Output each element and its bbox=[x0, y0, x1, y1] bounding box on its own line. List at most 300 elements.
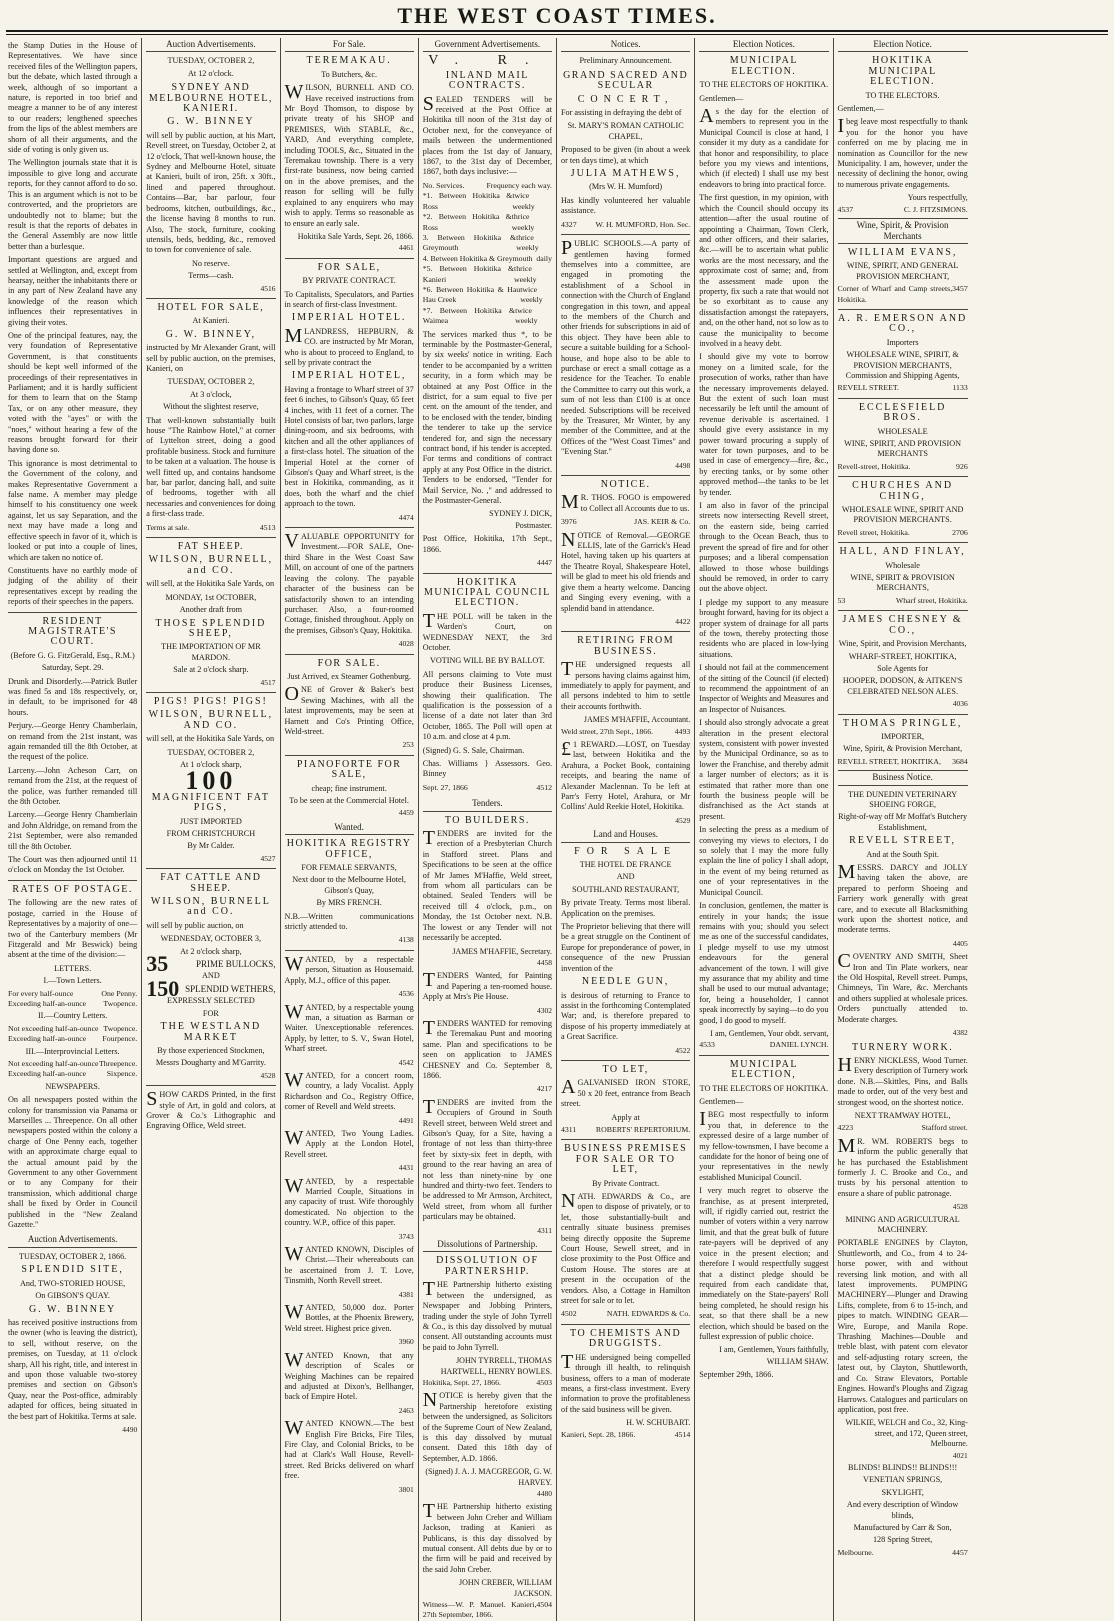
ad-text: MLANDRESS, HEPBURN, & CO. are instructed by Mr Moran, who is about to proceed to England, to sell by private contract the bbox=[284, 324, 414, 367]
rate-value: daily bbox=[536, 253, 552, 263]
ad-time: At 3 o'clock, bbox=[190, 389, 232, 399]
ad-number: 4522 bbox=[675, 1045, 691, 1055]
ad-footer bbox=[838, 205, 968, 215]
ad-text: WINE, SPIRIT, AND PROVISION MERCHANTS bbox=[844, 439, 962, 459]
ad-text: THE POLL will be taken in the Warden's Court, on WEDNESDAY NEXT, the 3rd October. bbox=[422, 609, 552, 652]
ad-subheading: By Private Contract. bbox=[592, 1178, 660, 1188]
ad-footer bbox=[838, 462, 968, 472]
ad-heading: INLAND MAIL CONTRACTS. bbox=[445, 69, 529, 92]
ad-subheading: BY PRIVATE CONTRACT. bbox=[302, 276, 396, 286]
ad-heading: HOKITIKA REGISTRY OFFICE, bbox=[286, 838, 412, 860]
rate-row bbox=[423, 191, 552, 212]
ad-number: 4493 bbox=[674, 726, 691, 736]
ad-count-label: SPLENDID WETHERS, bbox=[185, 983, 276, 994]
rate-label: Not exceeding half-an-ounce bbox=[8, 1023, 99, 1033]
ad-text: Right-of-way off Mr Moffat's Butchery Establishment, bbox=[838, 812, 968, 832]
ad-heading-2: THE HOTEL DE FRANCE bbox=[579, 860, 672, 870]
ad-number: 3457 bbox=[952, 284, 968, 294]
ad-heading: MUNICIPAL ELECTION, bbox=[729, 1058, 798, 1081]
divider bbox=[561, 631, 690, 632]
ad-signature: WILKIE, WELCH and Co., 32, King-street, and 172, Queen street, Melbourne. bbox=[845, 1418, 968, 1449]
column-6 bbox=[695, 38, 833, 1621]
ad-text: Wharf street, Hokitika. bbox=[895, 595, 968, 605]
ad-number: 4504 bbox=[536, 1600, 552, 1610]
wanted-ad: WANTED, by a respectable person, Situation as Housemaid. Apply, M.J., office of this paper. bbox=[284, 952, 414, 985]
ad-heading: FOR SALE, bbox=[317, 261, 381, 273]
ad-heading-2: THOSE SPLENDID SHEEP, bbox=[155, 617, 267, 639]
ad-heading: TO CHEMISTS AND DRUGGISTS. bbox=[570, 1327, 682, 1350]
ad-subheading: cheap; fine instrument. bbox=[311, 783, 387, 793]
ad-heading: TO LET, bbox=[602, 1063, 649, 1075]
ad-text: WILSON, BURNELL AND CO. Have received instructions from Mr Boyd Thomson, to dispose by private treaty of his SHOP and PREMISES, With STABLE, &c., YARD, And everything complete, including TOOLS, &c., Situated in the Teremakau township. There is a very first-rate business, now being carried on in the above premises, and the reason for selling will be fully explained to any enquirers who may wish to apply. Terms so reasonable as to ensure an early sale. bbox=[284, 81, 414, 228]
divider bbox=[838, 610, 968, 611]
paragraph: Constituents have no earthly mode of judging of the ability of their representatives except by reading the reports of their speeches in the papers. bbox=[8, 565, 138, 607]
ad-signature: By MRS FRENCH. bbox=[316, 898, 382, 908]
divider bbox=[146, 298, 275, 299]
ad-big-number: 100 bbox=[185, 766, 237, 796]
postage-heading: RATES OF POSTAGE. bbox=[12, 883, 133, 895]
ad-text: 128 Spring Street, bbox=[872, 1535, 933, 1545]
ad-number: 4536 bbox=[398, 989, 414, 999]
rate-row bbox=[8, 999, 137, 1009]
tender-ad: TENDERS are invited for the erection of a Presbyterian Church in Stafford street. Plans and Specifications to be seen at the office of Mr James M'Haffie, Weld street, from whom all particulars can be obtained. Sealed Tenders will be received till 4 o'clock, p.m., on Monday, the 1st October next. N.B. The lowest or any Tender will not necessarily be accepted. bbox=[422, 827, 552, 943]
columns bbox=[4, 38, 1110, 1620]
section-notices: Notices. bbox=[561, 38, 690, 52]
ad-footer bbox=[561, 1125, 690, 1135]
ad-signature: H. W. SCHUBART. bbox=[626, 1418, 691, 1428]
postage-intro: The following are the new rates of postage, carried in the House of Representatives by a majority of one—two of the Canterbury members (Mr Fitzgerald and Mr Beswick) being absent at the time of the division:— bbox=[8, 898, 138, 960]
ad-terms: Terms—cash. bbox=[188, 271, 234, 281]
ad-signature: Post Office, Hokitika, 17th Sept., 1866. bbox=[422, 534, 552, 554]
paragraph: The Court was then adjourned until 11 o'clock on Monday the 1st October. bbox=[8, 855, 138, 875]
ad-heading: FOR SALE bbox=[574, 845, 678, 857]
dissolution-ad: THE Partnership hitherto existing between the undersigned, as Newspaper and Jobbing Printers, trading under the style of John Tyrrell & Co., is this day dissolved by mutual consent. All outstanding accounts must be paid to John Tyrrell. bbox=[422, 1278, 552, 1352]
ad-heading: NOTICE. bbox=[600, 479, 651, 491]
paragraph: the Stamp Duties in the House of Representatives. We have since received files of the Wellington papers, but the debate, which lasted through a week, although of so important a nature, is reported in too brief and meagre a manner to be of any interest to our readers; lengthened speeches from the lips of the ablest members are shorn of all their arguments, and the side of voting is only given us. bbox=[8, 41, 138, 155]
ad-text: WHOLESALE WINE, SPIRIT, & PROVISION MERCHANTS, Commission and Shipping Agents, bbox=[845, 350, 960, 380]
ad-time: At 1 o'clock sharp, bbox=[180, 759, 242, 769]
section-election: Election Notice. bbox=[838, 38, 968, 52]
ad-text: WHARF-STREET, HOKITIKA, bbox=[848, 651, 957, 661]
notice-ad: THE undersigned requests all persons having claims against him, immediately to apply for payment, and all persons indebted to him to settle their accounts forthwith. bbox=[561, 658, 691, 711]
ad-heading-2: NEXT TRAMWAY HOTEL, bbox=[854, 1110, 951, 1120]
ad-number: 4021 bbox=[952, 1450, 968, 1460]
ad-terms: Terms at sale. bbox=[146, 522, 190, 532]
ad-text: Wine, Spirit, & Provision Merchant, bbox=[843, 744, 963, 754]
royal-crest: V. R. bbox=[428, 53, 547, 69]
ad-signature: Chas. Williams } Assessors. Geo. Binney bbox=[422, 759, 552, 779]
ad-signature: JAMES M'HAFFIE, Accountant. bbox=[583, 715, 691, 725]
ad-number: 4459 bbox=[398, 808, 414, 818]
rate-value: Twopence. bbox=[103, 998, 138, 1008]
ad-text: Ibeg leave most respectfully to thank you for the honor you have conferred on me by placing me in nomination as Councillor for the new Municipality. I am, however, under the necessity of declining the honor, owing to numerous private engagements. bbox=[837, 115, 968, 189]
masthead-rule bbox=[6, 34, 1108, 35]
ad-subheading: Apply at bbox=[611, 1112, 640, 1122]
ad-subheading: JUST IMPORTED bbox=[179, 816, 242, 826]
ad-signature: JAS. KEIR & Co. bbox=[634, 517, 691, 527]
ad-subheading-3: Messrs Dougharty and M'Garrity. bbox=[155, 1058, 266, 1068]
wanted-ad: WANTED, Two Young Ladies. Apply at the London Hotel, Revell street. bbox=[284, 1126, 414, 1159]
ad-number: 4480 bbox=[537, 1489, 552, 1498]
divider bbox=[699, 1055, 828, 1056]
ad-number: 4217 bbox=[537, 1084, 552, 1094]
wanted-ad: WANTED KNOWN.—The best English Fire Bricks, Fire Tiles, Fire Clay, and Colonial Bricks, to be had at Clark's Wall House, Revell-street. Red Bricks delivered on wharf free. bbox=[284, 1417, 414, 1481]
ad-number: 4474 bbox=[398, 512, 414, 522]
section-auction: Auction Advertisements. bbox=[146, 38, 275, 52]
newspapers-heading: NEWSPAPERS. bbox=[45, 1081, 100, 1091]
interprovincial-rates bbox=[8, 1059, 137, 1080]
interprovincial-heading: III.—Interprovincial Letters. bbox=[25, 1046, 120, 1056]
ad-date: Kanieri, Sept. 28, 1866. bbox=[561, 1429, 636, 1439]
dissolution-ad: NOTICE is hereby given that the Partnership heretofore existing between the undersigned, as Solicitors of the Supreme Court of New Zealand, is this day dissolved by mutual consent. Dated this 18th day of September, A.D. 1866. bbox=[422, 1389, 552, 1463]
tender-ad: TENDERS Wanted, for Painting and Papering a ten-roomed house. Apply at Mrs's Pie House. bbox=[422, 969, 552, 1002]
ad-text: Having a frontage to Wharf street of 37 feet 6 inches, to Gibson's Quay, 65 feet 4 inches, with 11 feet of a corner. The Hotel consists of bar, two parlors, large dining-room, and six bedrooms, with kitchen and all the other appliances of a first-class hotel. The situation of the Imperial Hotel at the corner of Gibson's Quay and Wharf street, is the best in Hokitika, commanding, as it does, both the wharf and the chief approach to the town. bbox=[284, 384, 414, 509]
greeting: Gentlemen— bbox=[699, 1097, 744, 1106]
divider bbox=[838, 542, 968, 543]
ad-heading: HALL, AND FINLAY, bbox=[839, 546, 966, 558]
tender-ad: TENDERS WANTED for removing the Teremakau Punt and mooring same. Plan and specifications to be seen on application to JAMES CHESNEY and Co. September 8, 1866. bbox=[422, 1016, 552, 1080]
country-rates bbox=[8, 1024, 137, 1045]
ad-date: Witness—W. P. Manuel. Kanieri, 27th September, 1866. bbox=[422, 1600, 537, 1620]
ad-signature: JOHN CREBER, WILLIAM JACKSON. bbox=[459, 1578, 552, 1598]
ad-date: TUESDAY, OCTOBER 2, bbox=[167, 56, 255, 66]
ad-number: 4036 bbox=[952, 699, 968, 709]
ad-signature: WILLIAM SHAW. bbox=[766, 1356, 829, 1366]
ad-footer bbox=[838, 383, 968, 393]
ad-text: The Proprietor believing that there will be a great struggle on the Continent of Europe for preponderance of power, in consequence of the new Prussian invention of the bbox=[561, 922, 691, 973]
ad-number: 3684 bbox=[952, 756, 968, 766]
ad-number: 3960 bbox=[398, 1337, 414, 1347]
ad-date: TUESDAY, OCTOBER 2, bbox=[167, 377, 255, 387]
ad-text: HOOPER, DODSON, & AITKEN'S CELEBRATED NELSON ALES. bbox=[842, 676, 963, 696]
ad-number: 4223 bbox=[837, 1123, 854, 1133]
ad-number: 3976 bbox=[561, 517, 577, 527]
ad-text: will sell, at the Hokitika Sale Yards, on bbox=[146, 734, 275, 744]
ad-heading: HOTEL FOR SALE, bbox=[157, 301, 265, 313]
ad-signature: DANIEL LYNCH. bbox=[769, 1040, 829, 1050]
ad-signature: JOHN TYRRELL, THOMAS HARTWELL, HENRY BOWLES. bbox=[440, 1356, 552, 1376]
ad-footer bbox=[838, 596, 968, 606]
rate-value: thrice weekly bbox=[516, 232, 539, 253]
paragraph: Larceny.—John Acheson Carr, on remand from the 21st, at the request of the police, was further remanded till the 8th October. bbox=[8, 765, 138, 807]
ad-number: 4327 bbox=[561, 219, 577, 229]
ad-count-label: PRIME BULLOCKS, bbox=[195, 959, 276, 970]
court-reports bbox=[8, 677, 137, 876]
paragraph: In conclusion, gentlemen, the matter is entirely in your hands; the issue remains with you; should you select me as one of the successful candidates, I pledge myself to use my utmost endeavours for the general advancement of the town. I will give my assurance that my ability and time shall be used to our mutual advantage; for, being a householder, I cannot speak incorrectly by saying—to do you good, I do good to myself. bbox=[699, 901, 829, 1025]
ad-date: Hokitika, Sept. 27, 1866. bbox=[422, 1377, 501, 1387]
ad-reserve: Without the slightest reserve, bbox=[163, 402, 259, 412]
paragraph: I should not fail at the commencement of the sitting of the Council (if elected) to recommend the appointment of an Inspector of Weights and Measures and an Inspector of Nuisances. bbox=[699, 663, 829, 714]
mail-routes bbox=[423, 191, 552, 326]
court-subheading: (Before G. G. FitzGerald, Esq., R.M.) bbox=[10, 650, 135, 660]
auctioneer-name: WILSON, BURNELL, and CO. bbox=[148, 554, 274, 576]
ad-heading-2: REVELL STREET, bbox=[849, 835, 957, 847]
ad-text: Manufactured by Carr & Son, bbox=[853, 1522, 952, 1532]
ad-text: SEALED TENDERS will be received at the Post Office at Hokitika till noon of the 31st day of October next, for the conveyance of mails between the undermentioned places from the 1st day of January, 1867, to the 31st day of December, 1867, both days inclusive:— bbox=[422, 92, 552, 177]
ad-text: will sell by public auction, at his Mart, Revell street, on Tuesday, October 2, at 12 o'clock, That well-known house, the Sydney and Melbourne Hotel, situate at Kanieri, built of iron, 25ft. x 30ft., lined and papered throughout. Contains—Bar, bar parlour, four bedrooms, kitchen, outbuildings, &c., the license having 8 months to run. Also, The stock, furniture, cooking utensils, beds, bedding, &c., removed to town for convenience of sale. bbox=[146, 130, 276, 255]
ad-heading-3: SKYLIGHT, bbox=[881, 1487, 924, 1497]
ad-heading: FAT SHEEP. bbox=[177, 541, 245, 553]
section-land-houses: Land and Houses. bbox=[561, 828, 690, 842]
ad-text: Wine, Spirit, and Provision Merchants, bbox=[838, 639, 967, 649]
ad-footer bbox=[423, 1378, 552, 1388]
notice-ad: MR. THOS. FOGO is empowered to Collect all Accounts due to us. bbox=[561, 491, 691, 514]
ad-text: WINE, SPIRIT & PROVISION MERCHANTS, bbox=[850, 573, 955, 593]
town-rates bbox=[8, 989, 137, 1010]
ad-heading: MUNICIPAL ELECTION. bbox=[729, 55, 798, 77]
ad-number: 4457 bbox=[952, 1547, 968, 1557]
rate-label: *1. Between Hokitika & Ross bbox=[422, 191, 513, 211]
newspaper-title: THE WEST COAST TIMES. bbox=[397, 3, 717, 28]
ad-subheading-2: By those experienced Stockmen, bbox=[157, 1045, 265, 1055]
ad-text: By private Treaty. Terms most liberal. Application on the premises. bbox=[561, 898, 691, 918]
divider bbox=[285, 527, 414, 528]
divider bbox=[561, 1324, 690, 1325]
wanted-ad: WANTED, for a concert room, country, a lady Vocalist. Apply Richardson and Co., Registry Office, corner of Revell and Weld streets. bbox=[284, 1068, 414, 1112]
ad-footer bbox=[561, 727, 690, 737]
ad-heading: TURNERY WORK. bbox=[852, 1041, 954, 1053]
ad-text: VALUABLE OPPORTUNITY for Investment.—FOR SALE, One-third Share in the West Coast Saw Mill, on account of one of the partners leaving the colony. The payable character of the business can be satisfactorily shown to an intending purchaser. Also, a four-roomed Cottage, finished throughout. Apply on the premises, Gibson's Quay, Hokitika. bbox=[284, 530, 414, 635]
ad-number: 4311 bbox=[537, 1225, 552, 1235]
court-date: Saturday, Sept. 29. bbox=[41, 663, 104, 673]
ad-number: 4498 bbox=[675, 460, 691, 470]
ad-heading: FAT CATTLE AND SHEEP. bbox=[160, 872, 262, 894]
ad-number: 4405 bbox=[952, 938, 968, 948]
ad-number: 4529 bbox=[675, 815, 691, 825]
election-address bbox=[699, 107, 828, 1026]
ad-heading: PIANOFORTE FOR SALE, bbox=[296, 758, 402, 781]
ad-subheading: EXPRESSLY SELECTED bbox=[166, 996, 255, 1006]
town-letters-heading: I.—Town Letters. bbox=[43, 976, 102, 986]
ad-number: 253 bbox=[402, 740, 414, 750]
ad-text: Proposed to be given (in about a week or ten days time), at which bbox=[561, 145, 691, 165]
rate-label: *2. Between Hokitika & Ross bbox=[422, 212, 512, 232]
ad-text: MR. WM. ROBERTS begs to inform the public generally that he has purchased the Establishment formerly J. C. Brooke and Co., and trusts by his personal attention to ensure a share of public patronage. bbox=[837, 1134, 968, 1198]
ad-number: 4533 bbox=[699, 1040, 715, 1050]
tender-ad: TENDERS are invited from the Occupiers of Ground in South Revell street, between Weld street and Gibson's Quay, for a Site, having a frontage of not less than thirty-three feet by sixty-six feet in depth, with ground to the rear having an area of not less than ninety-nine by one hundred and thirty-two feet. Tenders to be addressed to Mr Armson, Architect, Weld street, from whom all further particulars may be obtained. bbox=[422, 1095, 552, 1222]
ad-subheading: And at the South Spit. bbox=[866, 849, 939, 859]
ad-number: 4138 bbox=[398, 935, 414, 945]
rate-value: twice weekly bbox=[515, 305, 538, 326]
auction-heading-3: On GIBSON'S QUAY. bbox=[35, 1291, 110, 1301]
ad-subheading: TO THE ELECTORS OF HOKITIKA. bbox=[699, 1083, 829, 1093]
paragraph: I should give my vote to borrow money on a limited scale, for the prosecution of works, rather than have the necessary improvements delayed. But the extent of such loan must necessarily be left until the amount of revenue derivable is ascertained. I should give every assistance in my power toward procuring a supply of water for town purposes, and to be used in case of emergency—fire, &c., by erecting tanks, or by some other approved method—the tanks to be let by tender. bbox=[699, 352, 829, 497]
ad-signature: ROBERTS' REPERTORIUM. bbox=[595, 1124, 691, 1134]
ad-signature: C. J. FITZSIMONS. bbox=[903, 204, 968, 214]
divider bbox=[146, 1085, 275, 1086]
ad-heading-2: CONCERT, bbox=[577, 93, 674, 105]
ad-text: The services marked thus *, to be terminable by the Postmaster-General, by six weeks' notice in writing. Each tender to be accompanied by a written security, in a form which may be obtained at any Post Office in the district, for a sum equal to five per cent. on the amount of the tender, and to be enclosed with the tender, binding the tenderer to take up the service tendered for, and sign the necessary contract bond, if his tender is accepted. For terms and conditions of contract apply at any Post Office in the district. Tenders to be endorsed, "Tender for Mail Service, No. ," and addressed to the Postmaster-General. bbox=[422, 329, 552, 506]
paragraph: I very much regret to observe the franchise, as at present interpreted, will, if rigidly carried out, restrict the number of voters within a very narrow limit, and that the great bulk of future rate-payers will be deprived of any voice in the present election; and therefore I would respectfully suggest that a distinct pledge should be required from each candidate that, immediately on the State-payers' Roll being completed, he should resign his seat, so that there shall be a new election, which should be based on the fullest expression of public choice. bbox=[699, 1186, 829, 1341]
ad-footer bbox=[699, 1040, 828, 1050]
divider bbox=[8, 880, 137, 881]
ad-text: To be seen at the Commercial Hotel. bbox=[289, 796, 409, 805]
section-dissolutions: Dissolutions of Partnership. bbox=[423, 1238, 552, 1252]
ad-number: 4537 bbox=[837, 204, 854, 214]
ad-text: HENRY NICKLESS, Wood Turner. Every description of Turnery work done. N.B.—Skittles, Pins, and Balls made to order, out of the very best and strongest wood, on the shortest notice. bbox=[837, 1053, 968, 1107]
ad-subheading: WINE, SPIRIT, AND GENERAL PROVISION MERCHANT, bbox=[846, 261, 959, 281]
divider bbox=[146, 537, 275, 538]
ad-text: PORTABLE ENGINES by Clayton, Shuttleworth, and Co., from 4 to 24-horse power, with and without reversing link motion, and with all latest improvements. PUMPING MACHINERY—Plunger and Drawing Lifts, complete, from 6 to 15-inch, and pipes to match. WINDING GEAR—Wire, Europe, and Manila Rope. Thrashing Machines—Double and treble blast, with patent corn elevator and self-adjusting rotary screen, the latest out, by Clayton, Shuttleworth, and Co. Straw Elevators, Portable Engines. Howard's Ploughs and Zigzag Harrows. Catalogues and particulars on application, post free. bbox=[837, 1238, 968, 1414]
ad-text: AGALVANISED IRON STORE, 50 x 20 feet, entrance from Beach street. bbox=[561, 1076, 691, 1109]
ad-number: 4517 bbox=[260, 677, 276, 687]
court-heading: RESIDENT MAGISTRATE'S COURT. bbox=[28, 615, 117, 648]
ad-text: THE undersigned being compelled through ill health, to relinquish business, offers to a man of moderate means, a first-class investment. Every information to prove the profitableness of the said business will be given. bbox=[561, 1350, 691, 1414]
ad-text: MESSRS. DARCY and JOLLY having taken the above, are prepared to perform Shoeing and Farriery work generally with great care, and to execute all Blacksmithing work upon the shortest notice, and moderate terms. bbox=[837, 861, 968, 935]
ad-number: 4512 bbox=[536, 782, 552, 792]
section-government: Government Advertisements. bbox=[423, 38, 552, 52]
paragraph: Important questions are argued and settled at Wellington, and, except from hearsay, neither the inhabitants there or in any part of New Zealand have any knowledge of the reason which influences their representatives in giving their votes. bbox=[8, 255, 138, 327]
rate-label: Exceeding half-an-ounce bbox=[8, 998, 87, 1008]
ad-footer bbox=[838, 528, 968, 538]
ad-number: 2463 bbox=[398, 1405, 414, 1415]
ad-heading: SYDNEY AND MELBOURNE HOTEL, KANIERI. bbox=[148, 82, 273, 115]
ad-number: 4503 bbox=[536, 1377, 552, 1387]
country-letters-heading: II.—Country Letters. bbox=[37, 1011, 108, 1021]
ad-heading: THOMAS PRINGLE, bbox=[842, 717, 963, 729]
paragraph: I pledge my support to any measure brought forward, having for its object a proper system of drainage for all parts of the town, thereby protecting those residents who are placed in low-lying situations. bbox=[699, 597, 829, 659]
ad-text: REVELL STREET. bbox=[837, 383, 899, 393]
divider bbox=[838, 398, 968, 399]
wanted-ad: WANTED, by a respectable Married Couple, Situations in any capacity of trust. Wife thoroughly domesticated. No objection to the country. W.P., office of this paper. bbox=[284, 1174, 414, 1228]
rate-row bbox=[423, 264, 552, 285]
auction-heading: SPLENDID SITE, bbox=[21, 1264, 124, 1276]
ad-heading: PIGS! PIGS! PIGS! bbox=[153, 695, 268, 707]
rate-label: *6. Between Hokitika & Hau Hau Creek bbox=[422, 284, 521, 305]
divider bbox=[285, 755, 414, 756]
ad-date: WEDNESDAY, OCTOBER 3, bbox=[160, 934, 262, 944]
ad-heading-3: St. MARY'S ROMAN CATHOLIC CHAPEL, bbox=[567, 121, 684, 141]
paragraph: I am also in favor of the principal streets now intersecting Revell street, on the eastern side, being carried through to the Ocean Beach, thus to prevent the spread of fire and for other purposes; and a liberal compensation allowed to those whose buildings should be removed, in order to carry out the above object. bbox=[699, 501, 829, 594]
ad-heading-2: IMPERIAL HOTEL. bbox=[291, 312, 407, 324]
rate-value: Fourpence. bbox=[102, 1034, 138, 1044]
paragraph: Perjury.—George Henry Chamberlain, on remand from the 21st instant, was again remanded till the 8th October, at the request of the police. bbox=[8, 721, 138, 762]
ad-text: Next door to the Melbourne Hotel, Gibson's Quay, bbox=[292, 875, 406, 895]
ad-number: 4528 bbox=[952, 1202, 968, 1212]
ad-subheading: Just Arrived, ex Steamer Gothenburg. bbox=[287, 671, 411, 681]
rate-label: 4. Between Hokitika & Greymouth bbox=[422, 253, 533, 263]
rate-row bbox=[8, 1024, 137, 1034]
ad-subheading: WHOLESALE bbox=[877, 426, 928, 436]
auctioneer-name: WILSON, BURNELL and CO. bbox=[150, 896, 271, 918]
greeting: Gentlemen,— bbox=[837, 104, 884, 114]
wanted-ad: WANTED Known, that any description of Scales or Weighing Machines can be repaired and adjusted at Dixon's, Bellhanger, back of Empire Hotel. bbox=[284, 1348, 414, 1402]
auction-heading-2: And, TWO-STORIED HOUSE, bbox=[20, 1278, 126, 1288]
ad-footer bbox=[423, 783, 552, 793]
rate-value: twice weekly bbox=[512, 191, 535, 211]
ad-heading-2: MAGNIFICENT FAT PIGS, bbox=[151, 791, 270, 814]
ad-text: instructed by Mr Alexander Grant, will sell by public auction, on the premises, Kanieri, on bbox=[146, 343, 276, 373]
ad-heading: CHURCHES AND CHING, bbox=[852, 480, 954, 502]
divider bbox=[8, 612, 137, 613]
ad-text: will sell by public auction, on bbox=[146, 920, 244, 930]
divider bbox=[561, 1060, 690, 1061]
ad-signature: (Signed) J. A. J. MACGREGOR, G. W. HARVEY. bbox=[425, 1467, 552, 1487]
ad-signature: W. H. MUMFORD, Hon. Sec. bbox=[595, 219, 691, 229]
ad-subheading-3: By Mr Calder. bbox=[187, 841, 235, 851]
ad-text: And every description of Window blinds, bbox=[846, 1500, 959, 1520]
ad-text: Revell street, Hokitika. bbox=[837, 527, 910, 537]
divider bbox=[561, 475, 690, 476]
auctioneer-name: G. W. BINNEY bbox=[167, 116, 255, 128]
divider bbox=[561, 234, 690, 235]
ad-signature: Hokitika Sale Yards, Sept. 26, 1866. bbox=[297, 231, 414, 241]
notice-ad: PUBLIC SCHOOLS.—A party of gentlemen having formed themselves into a committee, are engaged in promoting the establishment of a School in connection with the Church of England congregation in this town, and appeal to the members of the Church and other friends for subscriptions in aid of this object. They have been able to secure a suitable building for a School-house, and hope also to be able to purchase or erect a small cottage as a residence for the Teacher. To enable the Committee to carry out this work, a sum of not less than £100 is at once needed. Subscriptions will be received by the Treasurer, Mr Winter, by any member of the Committee, and at the Offices of the "West Coast Times" and "Evening Star." bbox=[561, 237, 691, 457]
column-3 bbox=[281, 38, 419, 1621]
section-auction: Auction Advertisements. bbox=[8, 1233, 137, 1247]
divider bbox=[838, 714, 968, 715]
divider bbox=[285, 950, 414, 951]
paragraph: I should also strongly advocate a great alteration in the present electoral system, consistent with power invested by the Municipal Ordinance, so as to lower the Franchise, and thereby admit a larger number of electors; as it is estimated that rather more than one fourth the business people will be disfranchised as the Act stands at present. bbox=[699, 718, 829, 821]
wanted-ad: WANTED KNOWN, Disciples of Christ.—Their whereabouts can be ascertained from J. T. Love, Tinsmith, North Revell street. bbox=[284, 1243, 414, 1286]
ad-footer bbox=[423, 1600, 552, 1621]
ad-and: AND bbox=[202, 971, 220, 981]
ad-subheading: Sole Agents for bbox=[877, 663, 929, 673]
ad-text: Corner of Wharf and Camp streets, Hokitika. bbox=[837, 284, 953, 304]
rate-row bbox=[8, 1059, 137, 1069]
ad-heading-2: VENETIAN SPRINGS, bbox=[863, 1475, 943, 1485]
section-tenders: Tenders. bbox=[423, 797, 552, 811]
rate-value: Sixpence. bbox=[106, 1069, 138, 1079]
ad-subheading: Preliminary Announcement. bbox=[579, 56, 672, 66]
closing: I am, Gentlemen, Yours faithfully, bbox=[719, 1345, 829, 1355]
ad-heading: GRAND SACRED AND SECULAR bbox=[563, 69, 689, 92]
ad-subheading: Wholesale bbox=[885, 560, 920, 570]
divider bbox=[838, 476, 968, 477]
ad-number: 4542 bbox=[398, 1057, 414, 1067]
ad-footer bbox=[838, 284, 968, 305]
ad-subheading: To Butchers, &c. bbox=[321, 69, 378, 79]
ad-subheading: Another draft from bbox=[179, 605, 243, 615]
ad-number: 4527 bbox=[260, 853, 276, 863]
rate-value: thrice weekly bbox=[511, 212, 535, 232]
ad-heading: DISSOLUTION OF PARTNERSHIP. bbox=[436, 1255, 539, 1277]
divider bbox=[423, 573, 552, 574]
ad-subheading: FOR FEMALE SERVANTS, bbox=[301, 863, 397, 873]
ad-big-number: 150 bbox=[146, 975, 180, 1001]
rate-label: *5. Between Hokitika & Kanieri bbox=[422, 264, 515, 284]
ad-number: 4431 bbox=[398, 1163, 414, 1173]
divider bbox=[285, 258, 414, 259]
rate-row bbox=[423, 306, 552, 327]
ad-number: 4528 bbox=[260, 1070, 276, 1080]
ad-heading: BUSINESS PREMISES FOR SALE OR TO LET, bbox=[564, 1143, 688, 1176]
notice-ad: NOTICE of Removal.—GEORGE ELLIS, late of the Garrick's Head Hotel, having taken up his quarters at the Theatre Royal, Shakespeare Hotel, will be glad to meet his old friends and give them a hearty welcome. Dancing and Singing every evening, with a splendid band in attendance. bbox=[561, 528, 691, 613]
ad-big-number: 35 bbox=[146, 951, 169, 977]
ad-number: 4381 bbox=[398, 1289, 414, 1299]
ad-number: 926 bbox=[956, 461, 968, 471]
paragraph: This ignorance is most detrimental to the Government of the colony, and makes Representative Government a false name. A member may pledge himself to his constituency one week against, let us say Separation, and the next may have made a long and effective speech in favor of it, which is looked or put into a couple of lines, which are taken no notice of. bbox=[8, 458, 138, 562]
notice-ad: £1 REWARD.—LOST, on Tuesday last, between Hokitika and the Arahura, a Pocket Book, containing receipts, and bearing the name of Alexander Maclennan. To be left at Parr's Ferry Hotel, Arahura, or Mr Collins' Auld Reekie Hotel, Hokitika. bbox=[561, 737, 691, 812]
paragraph: As the day for the election of members to represent you in the Municipal Council is close at hand, I consider it my duty as a candidate for that honor and responsibility, to place before you my views and intentions, which (if elected) I shall use my best endeavors to bring into practical force. bbox=[699, 105, 829, 189]
rate-value: thrice weekly bbox=[514, 264, 537, 284]
ad-heading: WILLIAM EVANS, bbox=[847, 246, 958, 258]
ad-subheading: TO THE ELECTORS OF HOKITIKA. bbox=[699, 80, 829, 90]
ad-signature: (Signed) G. S. Sale, Chairman. bbox=[422, 745, 525, 755]
ad-reserve: No reserve. bbox=[192, 258, 230, 268]
ad-text: COVENTRY AND SMITH, Sheet Iron and Tin Plate workers, near the Old Hospital, Revell street. Pumps, Chimneys, Tin Ware, &c. Merchants and others supplied at wholesale prices. Orders punctually attended to. Moderate charges. bbox=[837, 950, 968, 1024]
ad-signature: JAMES M'HAFFIE, Secretary. bbox=[452, 946, 552, 956]
divider bbox=[146, 692, 275, 693]
paragraph: Larceny.—George Henry Chamberlain and John Aldridge, on remand from the 21st September, were also remanded till the 8th October. bbox=[8, 810, 138, 851]
ad-for: FOR bbox=[202, 1008, 219, 1018]
ad-subheading-2: THE IMPORTATION OF MR MARDON. bbox=[161, 642, 261, 662]
ad-number: 4382 bbox=[952, 1028, 968, 1038]
rate-value: Twopence. bbox=[103, 1023, 138, 1033]
rate-row bbox=[423, 254, 552, 264]
ad-footer bbox=[838, 1123, 968, 1133]
closing: I am, Gentlemen, Your obdt. servant, bbox=[710, 1028, 829, 1038]
